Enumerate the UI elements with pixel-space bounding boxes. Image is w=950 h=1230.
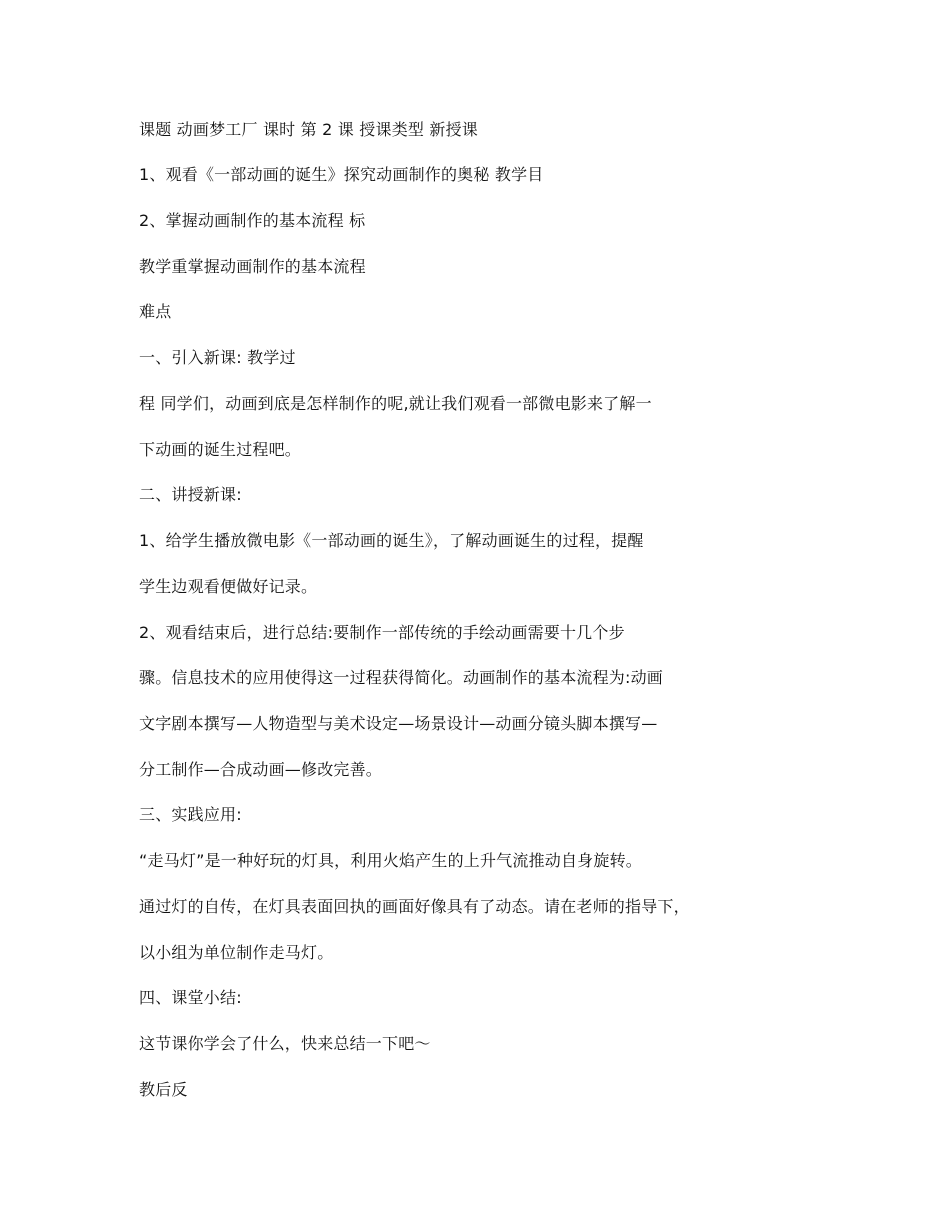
teaching-item-1-line-2: 学生边观看便做好记录。 bbox=[139, 577, 318, 596]
objective-line-1: 1、观看《一部动画的诞生》探究动画制作的奥秘 教学目 bbox=[139, 165, 544, 184]
teaching-item-2-line-2: 骤。信息技术的应用使得这一过程获得简化。动画制作的基本流程为:动画 bbox=[139, 668, 663, 687]
intro-paragraph-line-2: 下动画的诞生过程吧。 bbox=[139, 440, 302, 459]
intro-paragraph-line-1: 程 同学们，动画到底是怎样制作的呢,就让我们观看一部微电影来了解一 bbox=[139, 394, 652, 413]
section-intro-heading: 一、引入新课: 教学过 bbox=[139, 348, 296, 367]
header-line: 课题 动画梦工厂 课时 第 2 课 授课类型 新授课 bbox=[139, 120, 478, 139]
teaching-item-1-line-1: 1、给学生播放微电影《一部动画的诞生》，了解动画诞生的过程，提醒 bbox=[139, 531, 644, 550]
practice-paragraph-line-1: “走马灯”是一种好玩的灯具，利用火焰产生的上升气流推动自身旋转。 bbox=[139, 851, 642, 870]
difficulty-line: 难点 bbox=[139, 302, 172, 321]
reflection-line: 教后反 bbox=[139, 1080, 188, 1099]
summary-paragraph: 这节课你学会了什么，快来总结一下吧～ bbox=[139, 1034, 431, 1053]
key-point-line: 教学重掌握动画制作的基本流程 bbox=[139, 257, 366, 276]
practice-paragraph-line-3: 以小组为单位制作走马灯。 bbox=[139, 943, 334, 962]
section-summary-heading: 四、课堂小结: bbox=[139, 988, 242, 1007]
section-teaching-heading: 二、讲授新课: bbox=[139, 485, 242, 504]
teaching-item-2-line-3: 文字剧本撰写—人物造型与美术设定—场景设计—动画分镜头脚本撰写— bbox=[139, 714, 658, 733]
practice-paragraph-line-2: 通过灯的自传，在灯具表面回执的画面好像具有了动态。请在老师的指导下， bbox=[139, 897, 690, 916]
teaching-item-2-line-1: 2、观看结束后，进行总结:要制作一部传统的手绘动画需要十几个步 bbox=[139, 623, 625, 642]
teaching-item-2-line-4: 分工制作—合成动画—修改完善。 bbox=[139, 760, 383, 779]
objective-line-2: 2、掌握动画制作的基本流程 标 bbox=[139, 211, 366, 230]
section-practice-heading: 三、实践应用: bbox=[139, 805, 242, 824]
